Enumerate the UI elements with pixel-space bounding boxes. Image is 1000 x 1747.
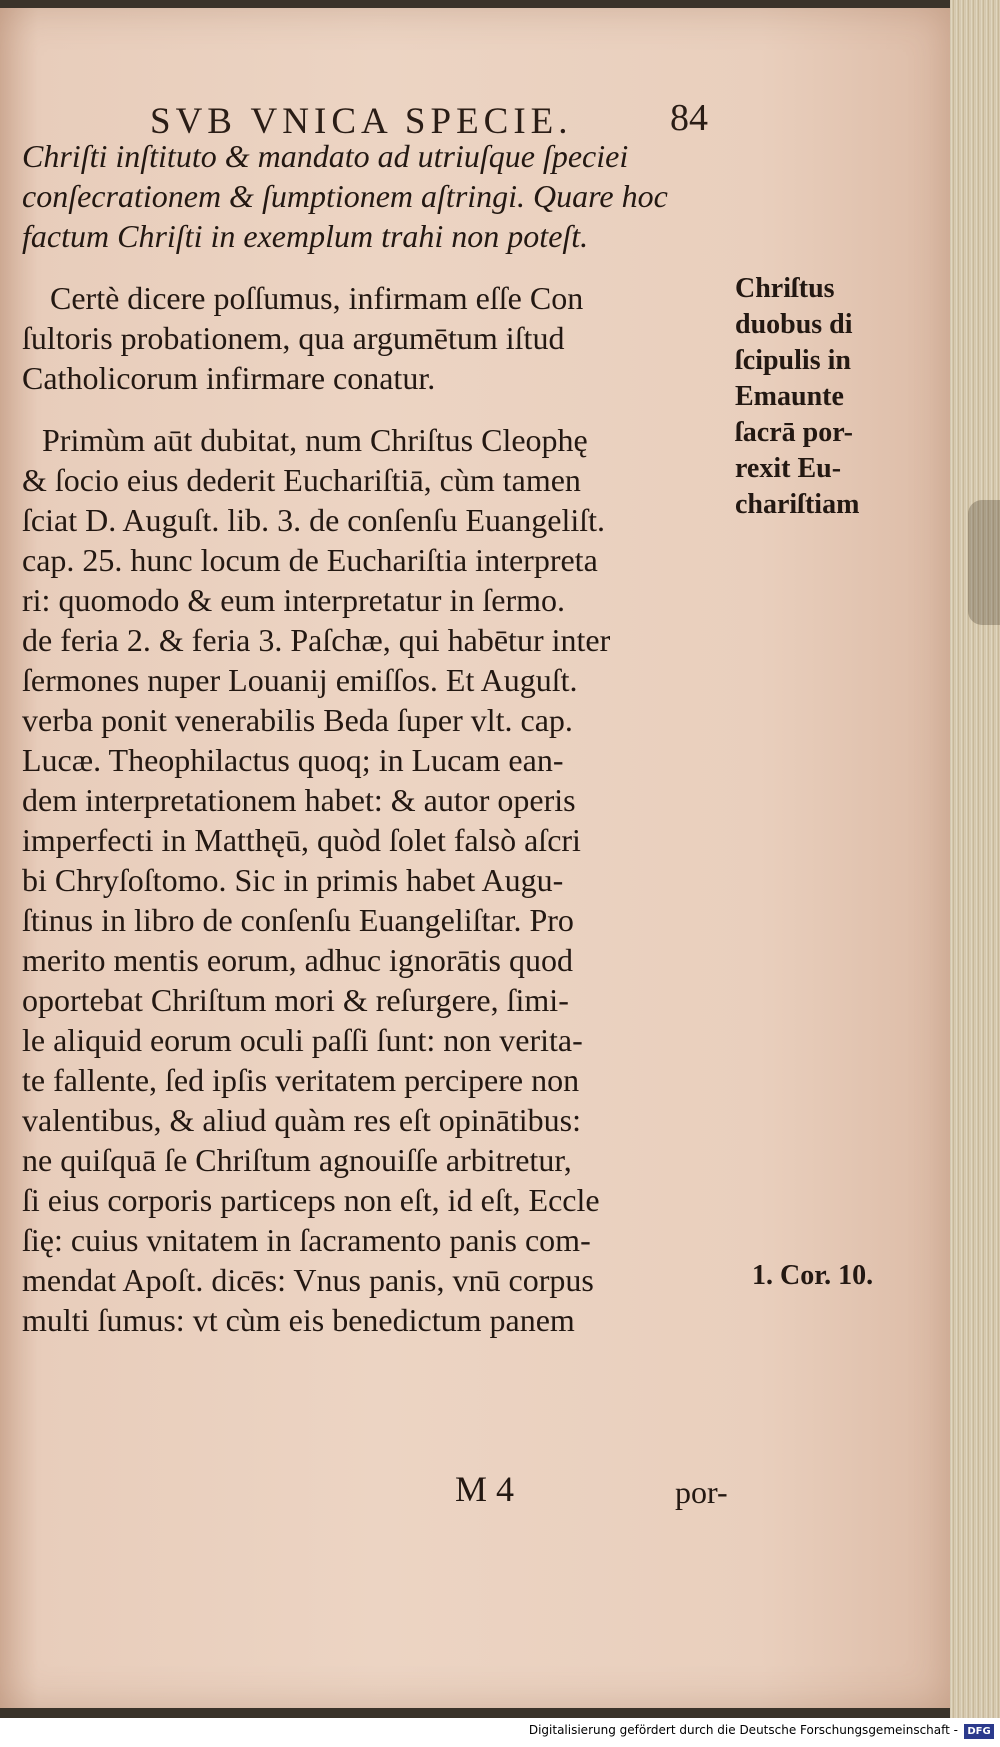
text-line: ri: quomodo & eum interpretatur in ſermo. — [22, 582, 565, 618]
marginal-note-line: chariſtiam — [735, 489, 860, 520]
text-line: Chriſti inſtituto & mandato ad utriuſque ſpeciei — [22, 138, 629, 174]
text-line: ſtinus in libro de conſenſu Euangeliſtar. Pro — [22, 902, 574, 938]
dfg-logo: DFG — [964, 1724, 994, 1739]
text-line: ne quiſquā ſe Chriſtum agnouiſſe arbitretur, — [22, 1142, 572, 1178]
signature-mark: M 4 — [455, 1469, 515, 1509]
text-line: cap. 25. hunc locum de Euchariſtia interpreta — [22, 542, 598, 578]
text-line: mendat Apoſt. dicēs: Vnus panis, vnū corpus — [22, 1262, 594, 1298]
text-line: dem interpretationem habet: & autor operis — [22, 782, 576, 818]
book-page — [0, 8, 950, 1708]
text-line: factum Chriſti in exemplum trahi non poteſt. — [22, 218, 589, 254]
marginal-note-line: Chriſtus — [735, 273, 835, 304]
text-line: ſermones nuper Louanij emiſſos. Et Auguſt. — [22, 662, 578, 698]
footer-credit: Digitalisierung gefördert durch die Deutsche Forschungsgemeinschaft - — [528, 1723, 958, 1737]
text-line: Primùm aūt dubitat, num Chriſtus Cleophę — [42, 422, 588, 458]
text-line: & ſocio eius dederit Euchariſtiā, cùm tamen — [22, 462, 581, 498]
text-line: Lucæ. Theophilactus quoq; in Lucam ean- — [22, 742, 564, 778]
text-line: verba ponit venerabilis Beda ſuper vlt. cap. — [22, 702, 573, 738]
text-line: conſecrationem & ſumptionem aſtringi. Quare hoc — [22, 178, 668, 214]
page-clip — [968, 500, 1000, 625]
text-line: Certè dicere poſſumus, infirmam eſſe Con — [50, 280, 584, 316]
marginal-note-line: ſcipulis in — [735, 345, 851, 376]
marginal-note-line: Emaunte — [735, 381, 844, 412]
text-line: Catholicorum infirmare conatur. — [22, 360, 436, 396]
page-number: 84 — [670, 97, 708, 139]
text-line: te fallente, ſed ipſis veritatem percipere non — [22, 1062, 580, 1098]
text-line: merito mentis eorum, adhuc ignorātis quod — [22, 942, 573, 978]
text-line: de feria 2. & feria 3. Paſchæ, qui habētur inter — [22, 622, 611, 658]
text-line: ſultoris probationem, qua argumētum iſtud — [22, 320, 565, 356]
text-line: le aliquid eorum oculi paſſi ſunt: non verita- — [22, 1022, 583, 1058]
text-line: ſię: cuius vnitatem in ſacramento panis com- — [22, 1222, 591, 1258]
text-line: ſi eius corporis particeps non eſt, id eſt, Eccle — [22, 1182, 600, 1218]
marginal-reference: 1. Cor. 10. — [752, 1260, 874, 1291]
text-line: imperfecti in Matthęū, quòd ſolet falsò aſcri — [22, 822, 581, 858]
text-line: bi Chryſoſtomo. Sic in primis habet Augu- — [22, 862, 564, 898]
text-line: valentibus, & aliud quàm res eſt opinātibus: — [22, 1102, 582, 1138]
text-line: multi ſumus: vt cùm eis benedictum panem — [22, 1302, 575, 1338]
text-line: oportebat Chriſtum mori & reſurgere, ſimi- — [22, 982, 569, 1018]
digitization-footer — [0, 1718, 1000, 1747]
text-line: ſciat D. Auguſt. lib. 3. de conſenſu Euangeliſt. — [22, 502, 605, 538]
catchword: por- — [675, 1474, 728, 1510]
running-head-title: SVB VNICA SPECIE. — [150, 101, 573, 142]
page-fore-edge — [950, 0, 1000, 1718]
marginal-note-line: duobus di — [735, 309, 853, 340]
marginal-note-line: ſacrā por- — [735, 417, 853, 448]
marginal-note-line: rexit Eu- — [735, 453, 842, 484]
